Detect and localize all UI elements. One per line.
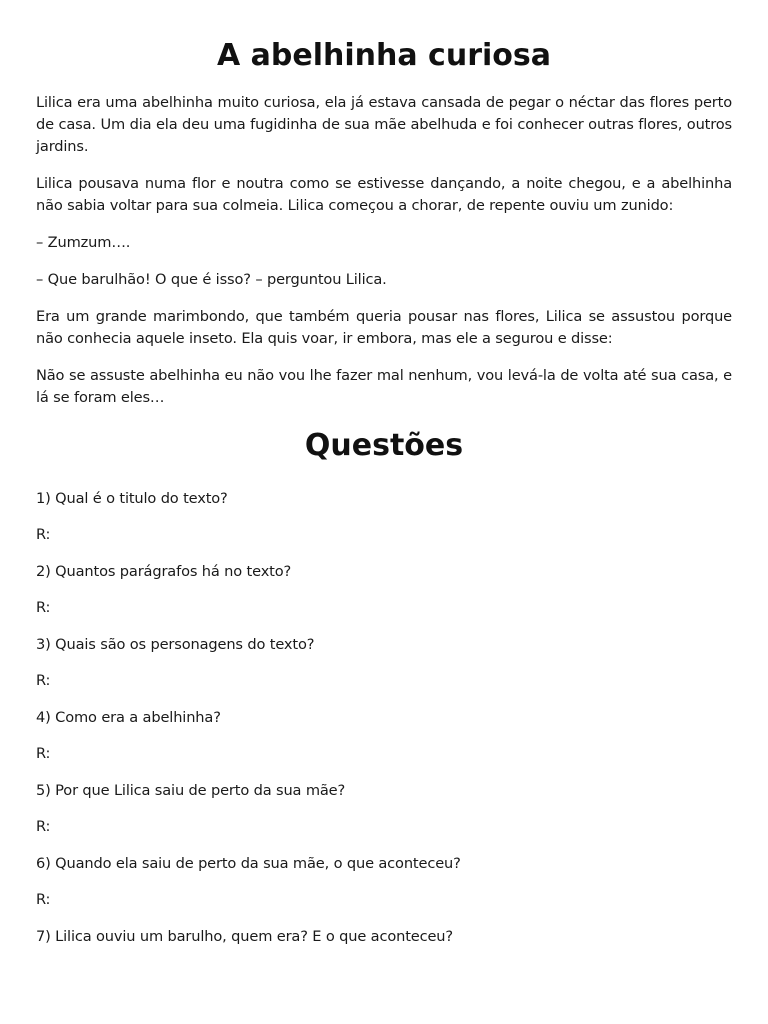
answer-label: R: (36, 818, 51, 835)
document-title: A abelhinha curiosa (217, 38, 551, 73)
question-text: 6) Quando ela saiu de perto da sua mãe, o que aconteceu? (36, 855, 461, 872)
question-text: 7) Lilica ouviu um barulho, quem era? E o que aconteceu? (36, 928, 453, 945)
question-item (36, 926, 732, 948)
question-text: 4) Como era a abelhinha? (36, 709, 221, 726)
question-item (36, 488, 732, 546)
question-text: 3) Quais são os personagens do texto? (36, 636, 315, 653)
question-item (36, 561, 732, 619)
question-text: 2) Quantos parágrafos há no texto? (36, 563, 292, 580)
answer-label: R: (36, 672, 51, 689)
answer-label: R: (36, 891, 51, 908)
answer-label: R: (36, 599, 51, 616)
question-text: 5) Por que Lilica saiu de perto da sua mãe? (36, 782, 346, 799)
questions-heading: Questões (304, 428, 464, 463)
story-text (36, 92, 732, 409)
story-paragraph: – Que barulhão! O que é isso? – perguntou Lilica. (36, 271, 387, 288)
story-paragraph: Lilica pousava numa flor e noutra como se estivesse dançando, a noite chegou, e a abelhinha não sabia voltar para sua colmeia. Lilica começou a chorar, de repente ouviu um zunido: (36, 175, 732, 214)
question-item (36, 780, 732, 838)
answer-label: R: (36, 526, 51, 543)
story-paragraph: Lilica era uma abelhinha muito curiosa, ela já estava cansada de pegar o néctar das flores perto de casa. Um dia ela deu uma fugidinha de sua mãe abelhuda e foi conhecer outras flores, outros jardins. (36, 94, 732, 155)
story-paragraph: Era um grande marimbondo, que também queria pousar nas flores, Lilica se assustou porque não conhecia aquele inseto. Ela quis voar, ir embora, mas ele a segurou e disse: (36, 308, 732, 347)
question-item (36, 707, 732, 765)
story-paragraph: Não se assuste abelhinha eu não vou lhe fazer mal nenhum, vou levá-la de volta até sua casa, e lá se foram eles… (36, 367, 732, 406)
questions-list (36, 488, 732, 948)
question-item (36, 634, 732, 692)
story-paragraph: – Zumzum…. (36, 234, 131, 251)
question-text: 1) Qual é o titulo do texto? (36, 490, 228, 507)
answer-label: R: (36, 745, 51, 762)
question-item (36, 853, 732, 911)
